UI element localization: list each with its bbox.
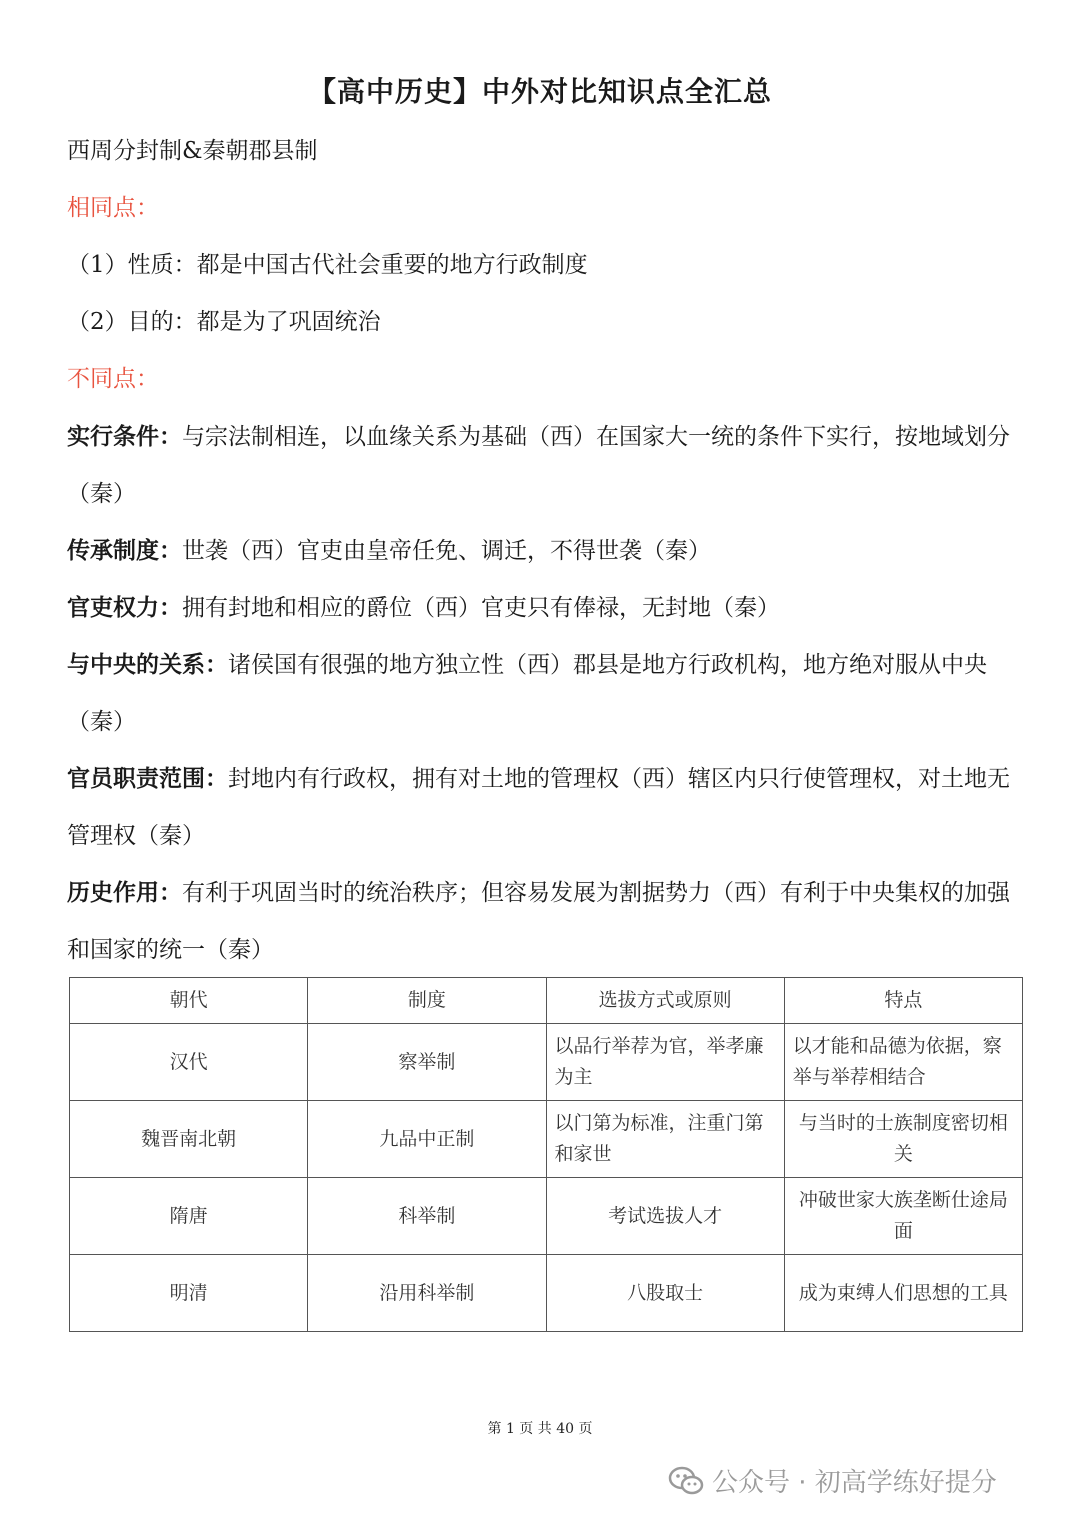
difference-label: 官吏权力：: [67, 594, 182, 621]
difference-item: [67, 636, 1010, 751]
table-row: [70, 1255, 1023, 1332]
table-cell: 冲破世家大族垄断仕途局面: [784, 1178, 1022, 1255]
difference-item: [67, 579, 1010, 637]
table-row: [70, 1101, 1023, 1178]
table-cell: 考试选拔人才: [546, 1178, 784, 1255]
wechat-icon: [668, 1466, 704, 1496]
table-cell: 察举制: [308, 1024, 546, 1101]
similar-item: （1）性质：都是中国古代社会重要的地方行政制度: [67, 252, 588, 278]
table-cell: 与当时的士族制度密切相关: [784, 1101, 1022, 1178]
table-cell: 以才能和品德为依据，察举与举荐相结合: [784, 1024, 1022, 1101]
table-cell: 以门第为标准，注重门第和家世: [546, 1101, 784, 1178]
difference-label: 传承制度：: [67, 537, 182, 564]
page-title: 【高中历史】中外对比知识点全汇总: [307, 75, 772, 108]
section-subtitle: 西周分封制&秦朝郡县制: [67, 138, 318, 164]
watermark: [668, 1462, 997, 1499]
table-header-cell: 特点: [784, 978, 1022, 1024]
watermark-text: 公众号 · 初高学练好提分: [712, 1468, 997, 1498]
difference-text: 封地内有行政权，拥有对土地的管理权（西）辖区内只行使管理权，对土地无管理权（秦）: [67, 766, 1010, 849]
similar-heading: 相同点：: [67, 195, 159, 221]
difference-item: [67, 408, 1010, 523]
difference-label: 与中央的关系：: [67, 651, 228, 678]
difference-label: 官员职责范围：: [67, 765, 228, 792]
similar-item: （2）目的：都是为了巩固统治: [67, 309, 381, 335]
table-cell: 明清: [70, 1255, 308, 1332]
table-row: [70, 1178, 1023, 1255]
table-header-cell: 制度: [308, 978, 546, 1024]
table-cell: 八股取士: [546, 1255, 784, 1332]
selection-system-table: [69, 977, 1023, 1332]
table-header-cell: 朝代: [70, 978, 308, 1024]
difference-item: [67, 864, 1010, 979]
table-cell: 九品中正制: [308, 1101, 546, 1178]
table-cell: 魏晋南北朝: [70, 1101, 308, 1178]
difference-text: 诸侯国有很强的地方独立性（西）郡县是地方行政机构，地方绝对服从中央（秦）: [67, 652, 987, 735]
different-heading: 不同点：: [67, 366, 159, 392]
table-cell: 以品行举荐为官，举孝廉为主: [546, 1024, 784, 1101]
difference-text: 有利于巩固当时的统治秩序；但容易发展为割据势力（西）有利于中央集权的加强和国家的统一（秦）: [67, 880, 1010, 963]
difference-text: 世袭（西）官吏由皇帝任免、调迁，不得世袭（秦）: [182, 538, 711, 564]
table-cell: 科举制: [308, 1178, 546, 1255]
table-cell: 沿用科举制: [308, 1255, 546, 1332]
difference-text: 与宗法制相连，以血缘关系为基础（西）在国家大一统的条件下实行，按地域划分（秦）: [67, 424, 1010, 507]
difference-text: 拥有封地和相应的爵位（西）官吏只有俸禄，无封地（秦）: [182, 595, 780, 621]
table-header-cell: 选拔方式或原则: [546, 978, 784, 1024]
difference-label: 历史作用：: [67, 879, 182, 906]
table-cell: 成为束缚人们思想的工具: [784, 1255, 1022, 1332]
difference-item: [67, 522, 1010, 580]
difference-item: [67, 750, 1010, 865]
table-row: [70, 1024, 1023, 1101]
page-footer: 第 1 页 共 40 页: [487, 1421, 593, 1437]
table-header-row: [70, 978, 1023, 1024]
table-cell: 隋唐: [70, 1178, 308, 1255]
table-cell: 汉代: [70, 1024, 308, 1101]
difference-label: 实行条件：: [67, 423, 182, 450]
